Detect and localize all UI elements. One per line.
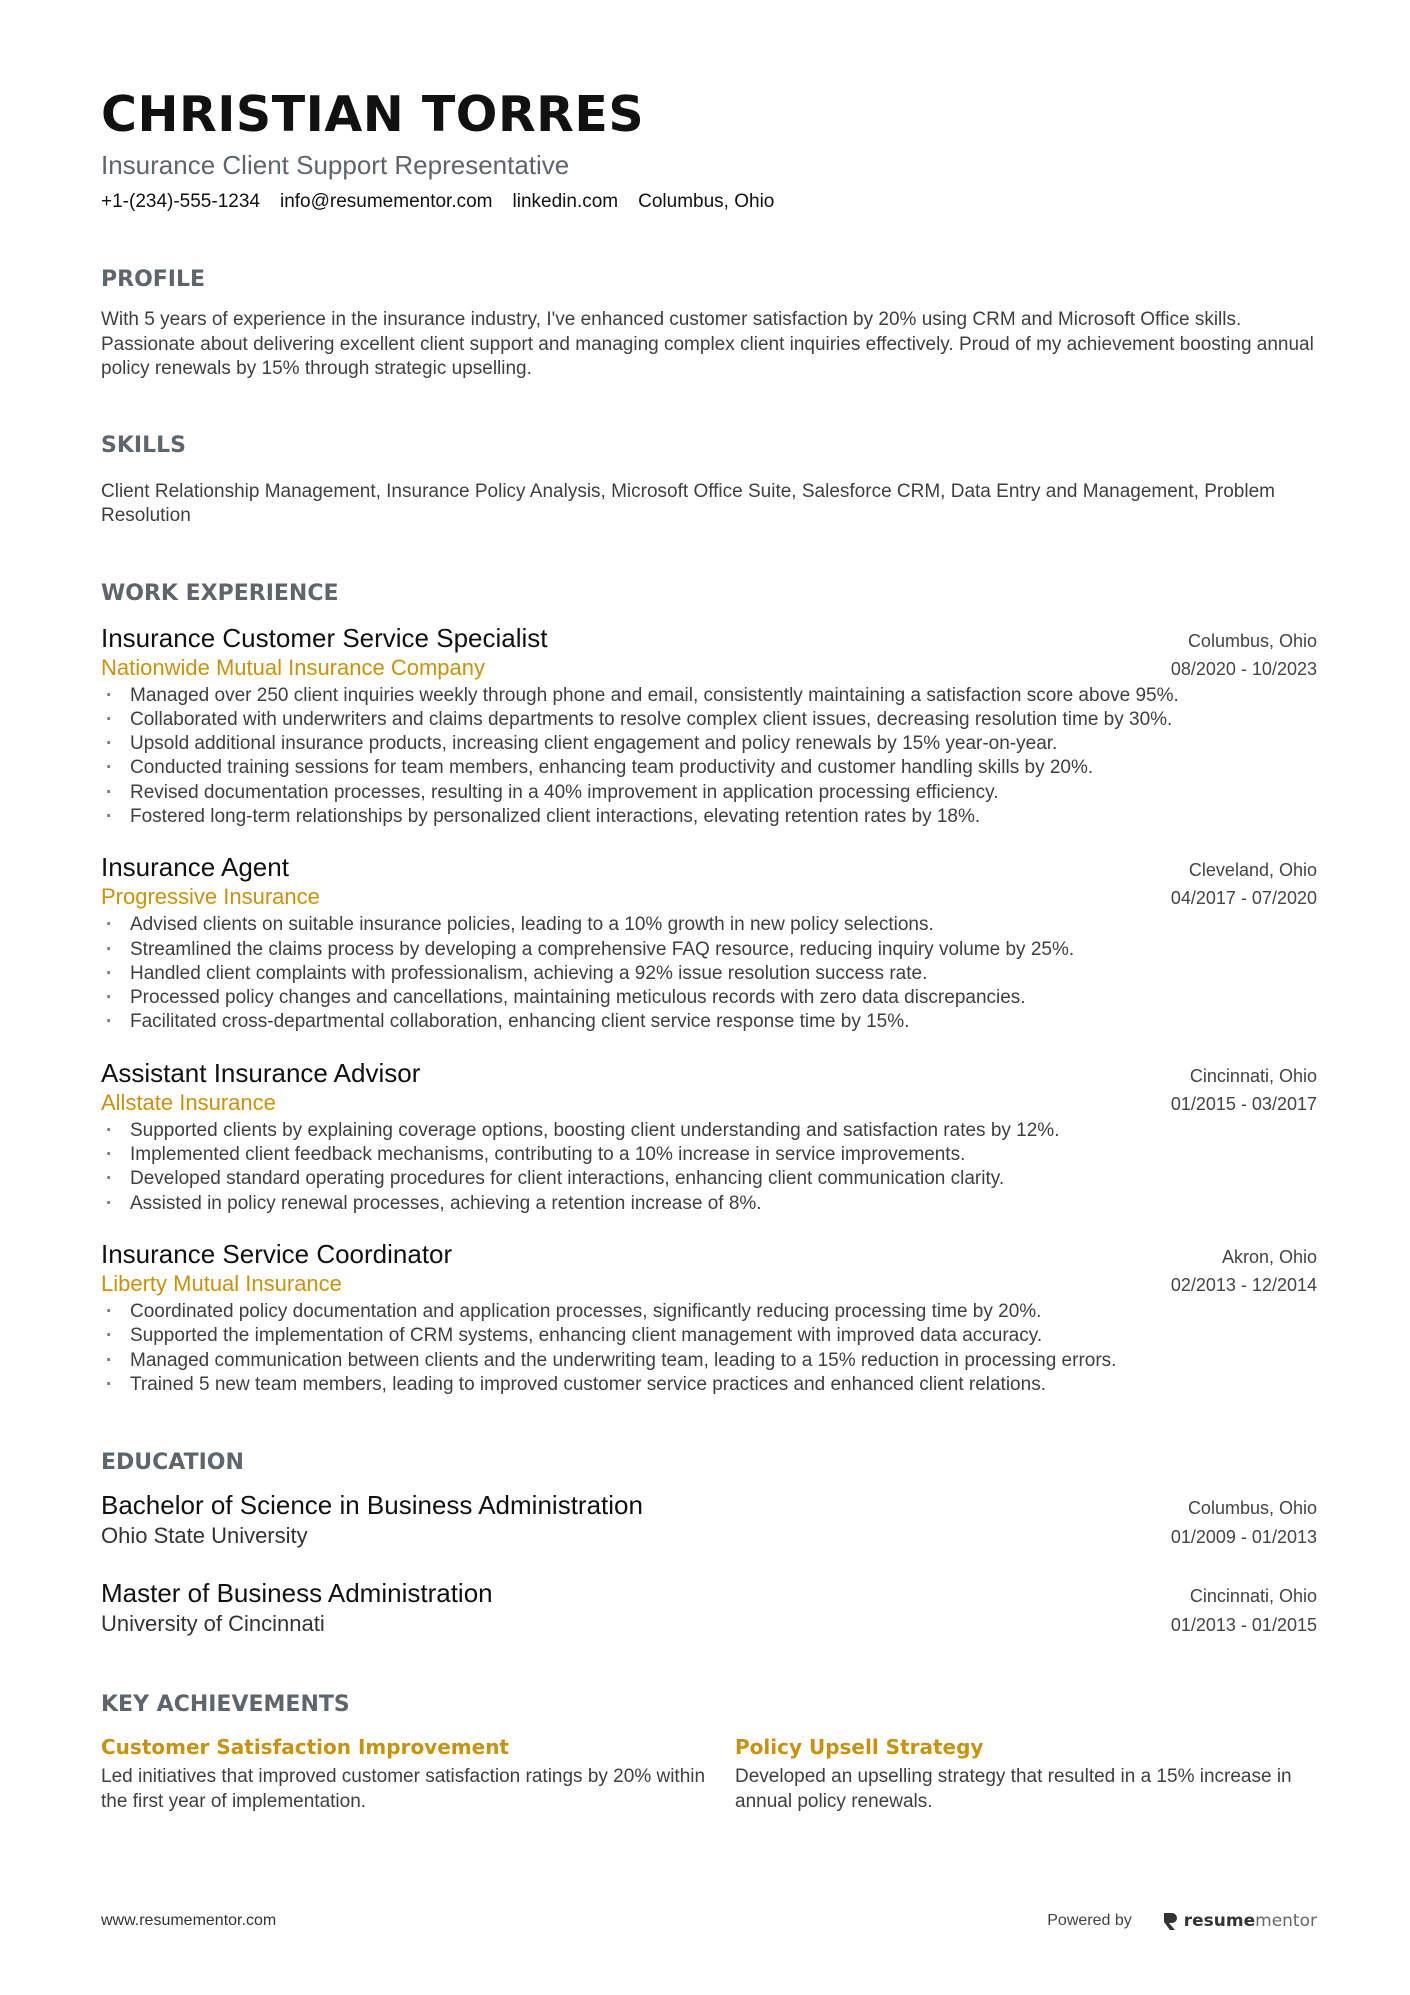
powered-by	[1047, 1911, 1317, 1931]
bullet-item: · Implemented client feedback mechanisms, contributing to a 10% increase in service improvements.	[101, 1143, 1317, 1167]
brand-name-light: mentor	[1255, 1911, 1317, 1931]
bullet-item: · Upsold additional insurance products, increasing client engagement and policy renewals by 15% year-on-year.	[101, 732, 1317, 756]
job-bullets	[101, 684, 1317, 830]
bullet-item: · Managed communication between clients and the underwriting team, leading to a 15% reduction in processing errors.	[101, 1349, 1317, 1373]
contact-location: Columbus, Ohio	[638, 191, 775, 212]
bullet-item: · Streamlined the claims process by developing a comprehensive FAQ resource, reducing inquiry volume by 25%.	[101, 938, 1317, 962]
bullet-item: · Advised clients on suitable insurance policies, leading to a 10% growth in new policy selections.	[101, 913, 1317, 937]
profile-text: With 5 years of experience in the insurance industry, I've enhanced customer satisfaction by 20% using CRM and Microsoft Office skills. Passionate about delivering excellent client support and managing complex client inquiries effectively. Proud of my achievement boosting annual policy renewals by 15% through strategic upselling.	[101, 309, 1314, 379]
achievement-text: Developed an upselling strategy that resulted in a 15% increase in annual policy renewals.	[735, 1766, 1292, 1812]
education-dates: 01/2009 - 01/2013	[1170, 1527, 1317, 1548]
job-title: Insurance Customer Service Specialist	[101, 622, 548, 653]
job-location: Cleveland, Ohio	[1188, 860, 1317, 881]
resume-header	[101, 84, 1317, 214]
achievement-item	[735, 1733, 1317, 1814]
contact-linkedin[interactable]: linkedin.com	[512, 191, 619, 212]
job-entry	[101, 851, 1317, 1034]
brand-name-bold: resume	[1183, 1911, 1256, 1931]
brand-logo[interactable]	[1162, 1911, 1317, 1931]
achievements-grid	[101, 1733, 1317, 1814]
profile-section	[101, 266, 1317, 382]
achievement-text: Led initiatives that improved customer satisfaction ratings by 20% within the first year of implementation.	[101, 1766, 706, 1812]
bullet-item: · Supported the implementation of CRM systems, enhancing client management with improved data accuracy.	[101, 1324, 1317, 1348]
education-location: Cincinnati, Ohio	[1189, 1586, 1317, 1607]
contact-email[interactable]: info@resumementor.com	[279, 191, 493, 212]
job-location: Columbus, Ohio	[1187, 630, 1317, 651]
job-entry	[101, 622, 1317, 830]
section-title: SKILLS	[101, 432, 186, 458]
resume-content	[101, 84, 1317, 1814]
company-name: Progressive Insurance	[101, 884, 320, 910]
job-location: Akron, Ohio	[1221, 1246, 1317, 1267]
job-entry	[101, 1238, 1317, 1397]
achievement-item	[101, 1733, 735, 1814]
bullet-item: · Handled client complaints with professionalism, achieving a 92% issue resolution success rate.	[101, 962, 1317, 986]
section-title: WORK EXPERIENCE	[101, 580, 339, 606]
education-entry	[101, 1489, 1317, 1551]
bullet-item: · Collaborated with underwriters and claims departments to resolve complex client issues, decreasing resolution time by 30%.	[101, 708, 1317, 732]
company-name: Nationwide Mutual Insurance Company	[101, 654, 485, 680]
job-entry	[101, 1057, 1317, 1216]
education-entry	[101, 1577, 1317, 1639]
job-dates: 08/2020 - 10/2023	[1170, 658, 1317, 679]
skills-text: Client Relationship Management, Insurance Policy Analysis, Microsoft Office Suite, Salesforce CRM, Data Entry and Management, Problem Resolution	[101, 480, 1275, 526]
section-title: PROFILE	[101, 267, 206, 292]
bullet-item: · Assisted in policy renewal processes, achieving a retention increase of 8%.	[101, 1192, 1317, 1216]
contact-phone[interactable]: +1-(234)-555-1234	[101, 191, 260, 212]
key-achievements-section	[101, 1691, 1317, 1814]
job-title: Insurance Service Coordinator	[101, 1238, 453, 1269]
bullet-item: · Conducted training sessions for team members, enhancing team productivity and customer handling skills by 20%.	[101, 756, 1317, 780]
bullet-item: · Managed over 250 client inquiries weekly through phone and email, consistently maintaining a satisfaction score above 95%.	[101, 684, 1317, 708]
bullet-item: · Facilitated cross-departmental collaboration, enhancing client service response time by 15%.	[101, 1010, 1317, 1034]
powered-by-label: Powered by	[1047, 1912, 1132, 1929]
section-title: EDUCATION	[101, 1450, 244, 1476]
achievement-title: Policy Upsell Strategy	[735, 1735, 984, 1760]
job-dates: 01/2015 - 03/2017	[1170, 1093, 1317, 1114]
degree-title: Bachelor of Science in Business Administration	[101, 1490, 643, 1521]
job-title: Assistant Insurance Advisor	[101, 1057, 421, 1088]
achievement-title: Customer Satisfaction Improvement	[101, 1735, 509, 1760]
candidate-name: CHRISTIAN TORRES	[101, 86, 645, 143]
school-name: University of Cincinnati	[101, 1611, 325, 1637]
bullet-item: · Processed policy changes and cancellations, maintaining meticulous records with zero data discrepancies.	[101, 986, 1317, 1010]
job-title: Insurance Agent	[101, 852, 289, 883]
job-dates: 04/2017 - 07/2020	[1170, 888, 1317, 909]
bullet-item: · Coordinated policy documentation and application processes, significantly reducing processing time by 20%.	[101, 1300, 1317, 1324]
bullet-item: · Trained 5 new team members, leading to improved customer service practices and enhanced client relations.	[101, 1373, 1317, 1397]
resumementor-logo-icon	[1162, 1911, 1178, 1931]
bullet-item: · Supported clients by explaining coverage options, boosting client understanding and satisfaction rates by 12%.	[101, 1119, 1317, 1143]
contact-row	[101, 190, 1317, 214]
job-bullets	[101, 1119, 1317, 1216]
job-dates: 02/2013 - 12/2014	[1170, 1274, 1317, 1295]
education-dates: 01/2013 - 01/2015	[1170, 1615, 1317, 1636]
education-section	[101, 1449, 1317, 1639]
company-name: Allstate Insurance	[101, 1089, 276, 1115]
section-title: KEY ACHIEVEMENTS	[101, 1692, 350, 1718]
company-name: Liberty Mutual Insurance	[101, 1270, 342, 1296]
school-name: Ohio State University	[101, 1523, 308, 1549]
job-bullets	[101, 1300, 1317, 1397]
skills-section	[101, 432, 1317, 529]
bullet-item: · Fostered long-term relationships by personalized client interactions, elevating retention rates by 18%.	[101, 805, 1317, 829]
footer-site-link[interactable]: www.resumementor.com	[101, 1912, 277, 1929]
education-location: Columbus, Ohio	[1187, 1498, 1317, 1519]
bullet-item: · Developed standard operating procedures for client interactions, enhancing client communication clarity.	[101, 1167, 1317, 1191]
page-footer	[101, 1911, 1317, 1931]
job-location: Cincinnati, Ohio	[1189, 1065, 1317, 1086]
job-bullets	[101, 913, 1317, 1034]
bullet-item: · Revised documentation processes, resulting in a 40% improvement in application processing efficiency.	[101, 781, 1317, 805]
work-experience-section	[101, 580, 1317, 1398]
headline: Insurance Client Support Representative	[101, 150, 570, 180]
degree-title: Master of Business Administration	[101, 1578, 493, 1609]
